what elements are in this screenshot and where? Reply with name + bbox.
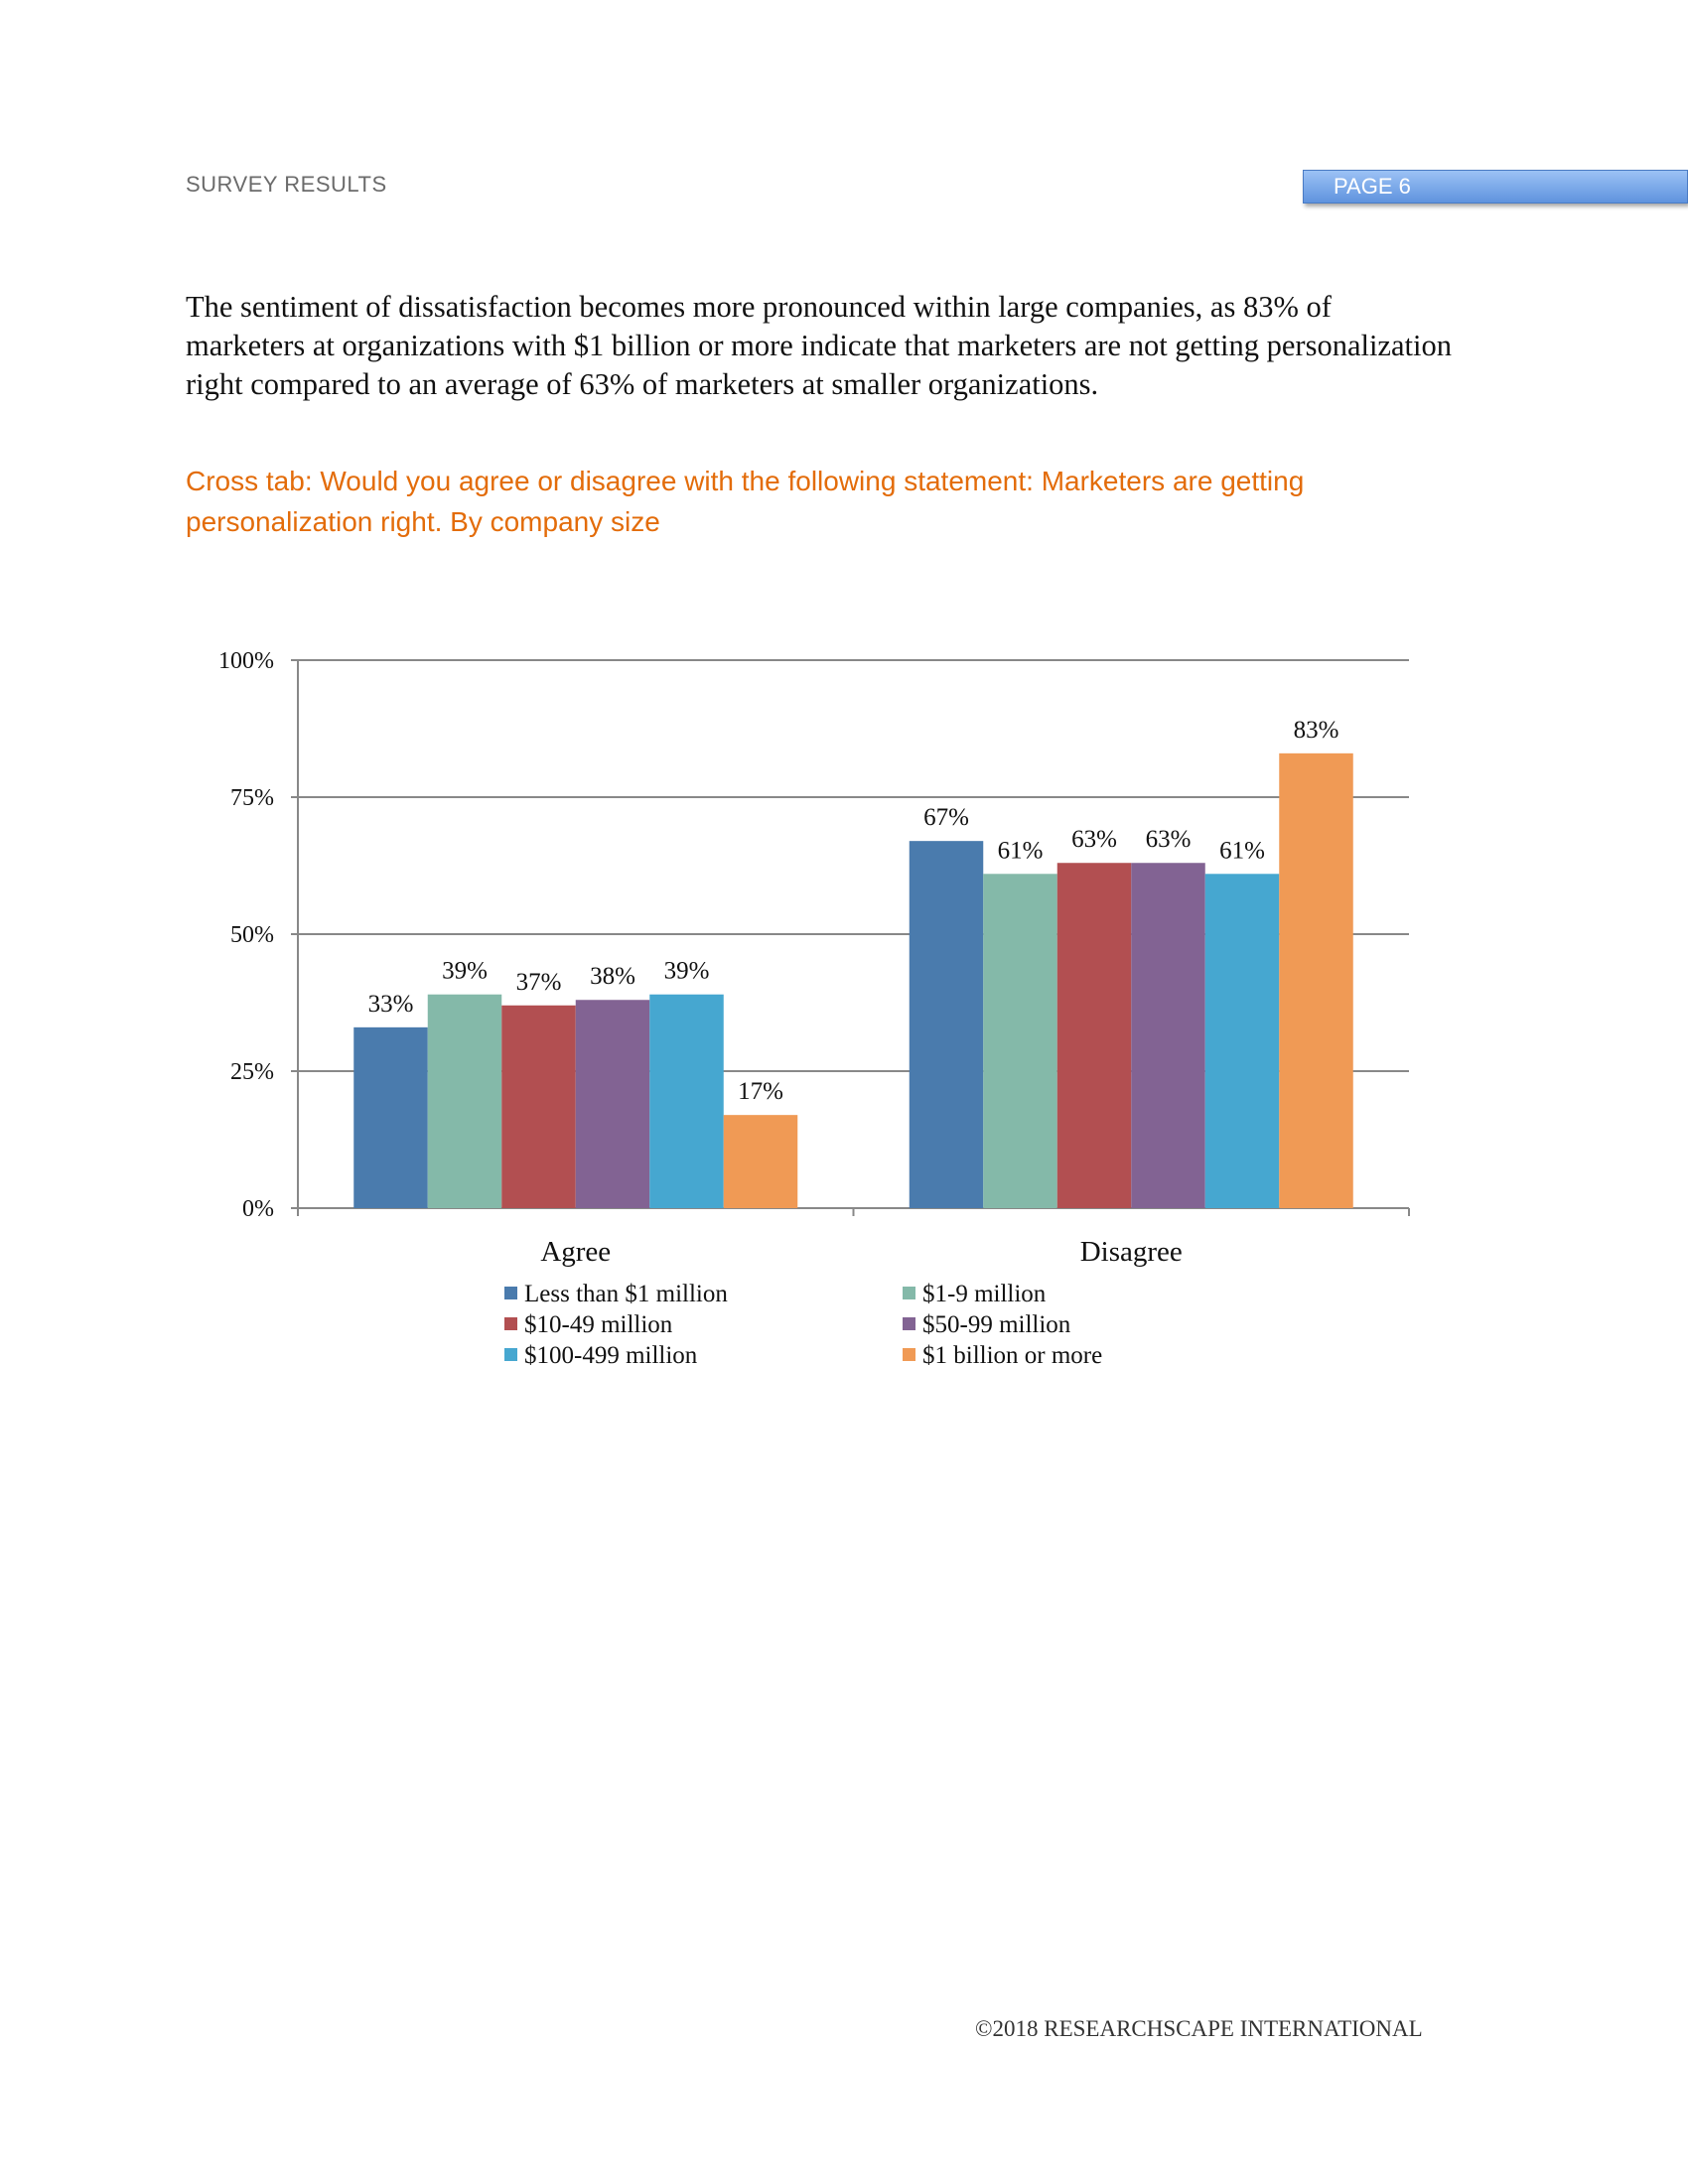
data-label: 63% <box>1071 826 1117 854</box>
y-tick-label: 100% <box>218 648 274 674</box>
bar <box>1279 753 1353 1208</box>
bar <box>501 1006 576 1208</box>
y-tick-label: 75% <box>230 785 274 811</box>
legend-label: $10-49 million <box>524 1311 673 1338</box>
legend-label: $1-9 million <box>922 1281 1047 1307</box>
legend-label: Less than $1 million <box>524 1281 728 1307</box>
data-label: 38% <box>590 963 635 991</box>
bar <box>428 995 502 1208</box>
chart-caption: Cross tab: Would you agree or disagree with the following statement: Marketers are getting personalization right. By company size <box>186 466 1305 537</box>
bar <box>1057 863 1132 1208</box>
bar <box>353 1027 428 1208</box>
y-tick-label: 25% <box>230 1059 274 1085</box>
x-category-label: Disagree <box>1079 1236 1183 1268</box>
data-label: 33% <box>367 990 414 1018</box>
bar <box>1205 874 1280 1208</box>
legend-label: $1 billion or more <box>922 1342 1103 1369</box>
bar <box>649 995 724 1208</box>
y-tick-label: 0% <box>242 1196 274 1222</box>
y-tick-label: 50% <box>230 922 274 948</box>
data-label: 39% <box>663 957 710 985</box>
data-label: 39% <box>442 957 488 985</box>
bar <box>983 874 1057 1208</box>
legend-label: $100-499 million <box>524 1342 698 1369</box>
legend-swatch <box>903 1348 915 1361</box>
bar <box>910 841 984 1208</box>
x-category-label: Agree <box>540 1236 612 1268</box>
bar <box>1131 863 1205 1208</box>
bar <box>724 1115 798 1208</box>
legend-swatch <box>504 1317 517 1330</box>
copyright-footer: ©2018 RESEARCHSCAPE INTERNATIONAL <box>975 2016 1423 2041</box>
legend-swatch <box>903 1317 915 1330</box>
legend-label: $50-99 million <box>922 1311 1071 1338</box>
data-label: 83% <box>1293 716 1339 744</box>
data-label: 63% <box>1145 826 1192 854</box>
bar <box>576 1000 650 1208</box>
data-label: 61% <box>997 837 1044 865</box>
legend-swatch <box>504 1287 517 1299</box>
legend-swatch <box>903 1287 915 1299</box>
body-paragraph: The sentiment of dissatisfaction becomes more pronounced within large companies, as 83% of marketers at organizations with $1 billion or more indicate that marketers are not getting personalization right compared to an average of 63% of marketers at smaller organizations. <box>186 290 1452 401</box>
data-label: 17% <box>738 1078 783 1106</box>
data-label: 61% <box>1219 837 1265 865</box>
data-label: 37% <box>515 968 562 996</box>
data-label: 67% <box>923 804 969 832</box>
page-number: PAGE 6 <box>1334 174 1411 199</box>
legend-swatch <box>504 1348 517 1361</box>
section-header: SURVEY RESULTS <box>186 172 387 197</box>
